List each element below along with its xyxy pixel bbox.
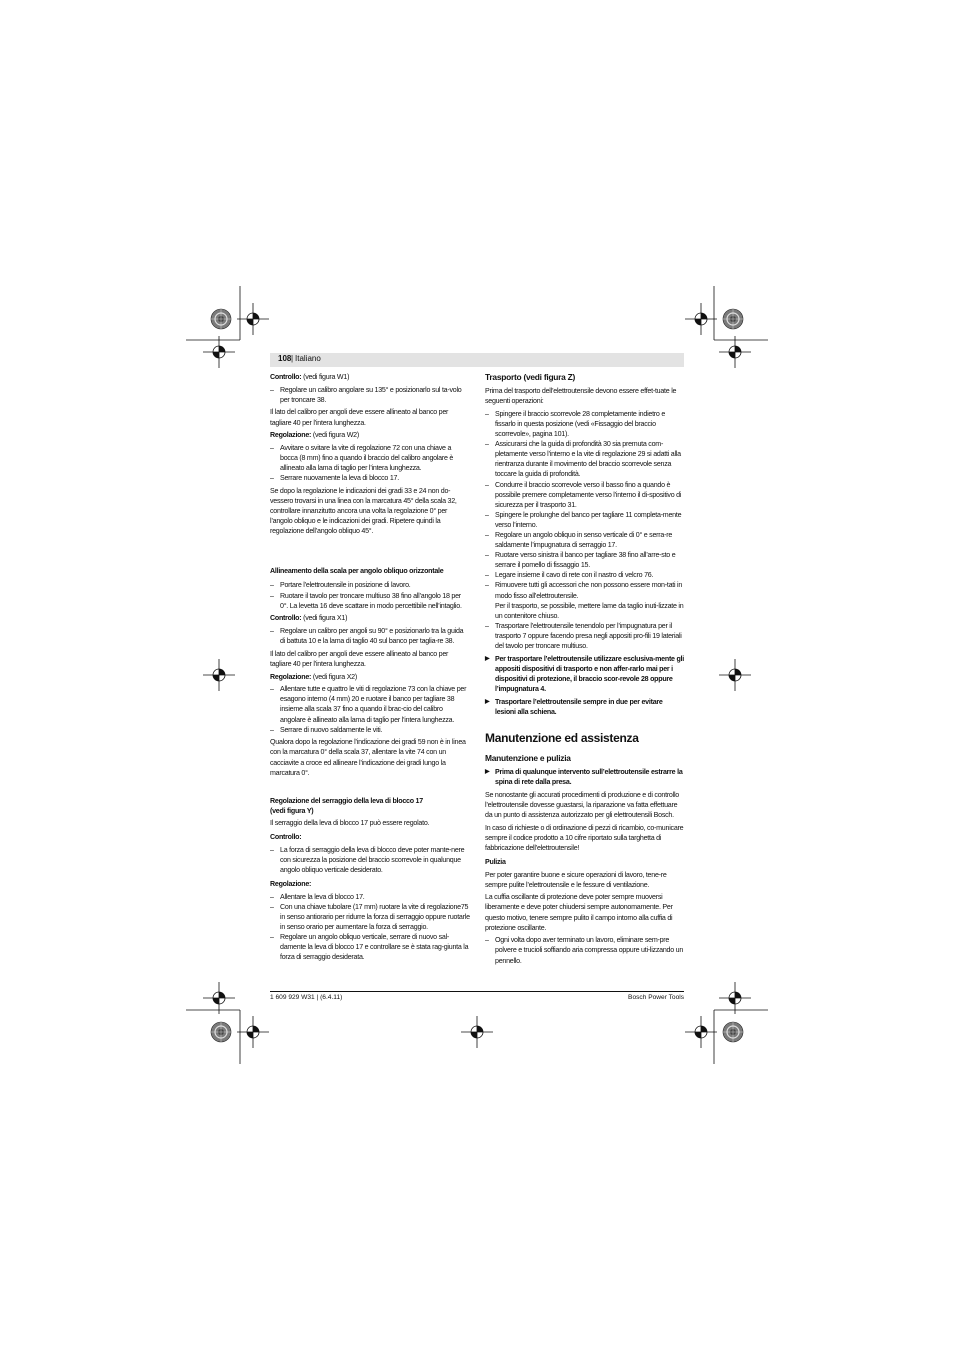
label-rest: (vedi figura W2) [311,431,359,440]
list-item: – Regolare un calibro angolare su 135° e posizionarlo sul ta-volo per troncare 38. [270,385,470,405]
list-item: – Ruotare verso sinistra il banco per tagliare 38 fino all’arre-sto e serrare il pomello di fissaggio 15. [485,550,685,570]
paragraph [270,672,470,682]
list-item-text: Rimuovere tutti gli accessori che non possono essere mon-tati in modo fisso all’elettroutensile. [495,581,683,600]
list-item: – Spingere le prolunghe del banco per tagliare 11 completa-mente verso l’interno. [485,510,685,530]
list [270,580,470,610]
label-controllo: Controllo: [270,833,302,841]
footer-rule [270,991,684,992]
paragraph: Prima del trasporto dell’elettroutensile devono essere effet-tuate le seguenti operazioni: [485,387,677,406]
list-item: – Regolare un angolo obliquo in senso verticale di 0° e serra-re saldamente l’impugnatura di serraggio 17. [485,530,685,550]
warning-note: ▶ Trasportare l’elettroutensile sempre in due per evitare lesioni alla schiena. [485,697,685,717]
subsection-heading: Pulizia [485,857,506,866]
footer-brand: Bosch Power Tools [628,994,684,1001]
heading-line: Regolazione del serraggio della leva di blocco 17 [270,796,423,805]
list-item [485,580,685,620]
paragraph [270,430,470,440]
footer-document-code: 1 609 929 W31 | (6.4.11) [270,994,343,1001]
paragraph: Il lato del calibro per angoli deve essere allineato al banco per tagliare 40 per l’intera lunghezza. [270,408,449,427]
chapter-heading: Manutenzione ed assistenza [485,730,639,745]
list-item: – Regolare un angolo obliquo verticale, serrare di nuovo sal-damente la leva di blocco 17 e controllare se è stata rag-giunta la forza di serraggio desiderata. [270,932,470,962]
list [270,684,470,734]
list-item: – Portare l’elettroutensile in posizione di lavoro. [270,580,470,590]
list-item: – La forza di serraggio della leva di blocco deve poter mante-nere con sicurezza la posizione del braccio scorrevole in qualunque angolo obliquo verticale desiderato. [270,845,470,875]
list-item: – Condurre il braccio scorrevole verso il basso fino a quando è possibile premere completamente verso l’interno il di-spositivo di sicurezza per il trasporto 31. [485,480,685,510]
list-item: – Ruotare il tavolo per troncare multiuso 38 fino all’angolo 18 per 0°. La levetta 16 deve scattare in modo percettibile nell’intaglio. [270,591,470,611]
list-item: – Assicurarsi che la guida di profondità 30 sia premuta com-pletamente verso l’interno e la vite di regolazione 29 si adatti alla rientranza durante il movimento del braccio scorrevole senza toccare la guida di profondità. [485,439,685,479]
list [485,935,685,965]
paragraph: La cuffia oscillante di protezione deve poter sempre muoversi liberamente e deve poter chiudersi sempre autonomamente. Per questo motivo, tenere sempre pulito il campo intorno alla cuffia di protezione oscillante. [485,893,673,932]
list [270,892,470,963]
label-controllo: Controllo: [270,614,302,623]
label-regolazione: Regolazione: [270,879,312,888]
list-item: – Serrare nuovamente la leva di blocco 17. [270,473,470,483]
list-item: – Trasportare l’elettroutensile tenendolo per l’impugnatura per il trasporto 7 oppure facendo presa negli appositi pro-fili 19 lateriali del tavolo per troncare multiuso. [485,621,685,651]
list [270,845,470,875]
section-heading [270,796,470,816]
list [270,443,470,483]
list-item: – Con una chiave tubolare (17 mm) ruotare la vite di regolazione75 in senso antiorario per ridurre la forza di serraggio oppure ruotarle in senso orario per aumentare la forza di serraggio. [270,902,470,932]
paragraph: In caso di richieste o di ordinazione di pezzi di ricambio, co-municare sempre il codice prodotto a 10 cifre riportato sulla targhetta di fabbricazione dell’elettroutensile! [485,823,684,852]
label-regolazione: Regolazione: [270,431,312,440]
label-controllo: Controllo: [270,373,302,381]
page-header [270,353,684,367]
list-item: – Avvitare o svitare la vite di regolazione 72 con una chiave a bocca (8 mm) fino a quando il braccio del calibro angolare è allineato alla lama di taglio per l’intera lunghezza. [270,443,470,473]
label-regolazione: Regolazione: [270,672,312,681]
list-item: – Allentare la leva di blocco 17. [270,892,470,902]
paragraph: Se dopo la regolazione le indicazioni dei gradi 33 e 24 non do-vessero trovarsi in una linea con la marcatura 45° della scala 32, controllare innanzitutto ancora una volta la regolazione 0° per l’angolo obliquo e le indicazioni dei gradi. Ripetere quindi la regolazione dell’angolo obliquo 45°. [270,486,457,536]
right-column [485,372,685,968]
list-item: – Ogni volta dopo aver terminato un lavoro, eliminare sem-pre polvere e trucioli soffiando aria compressa oppure uti-lizzando un pennello. [485,935,685,965]
header-language: Italiano [295,354,321,363]
label-rest: (vedi figura X1) [301,614,348,623]
paragraph: Per poter garantire buone e sicure operazioni di lavoro, tene-re sempre pulite l’elettroutensile e le fessure di ventilazione. [485,870,667,889]
page-number: 108 [278,354,292,363]
left-column [270,372,470,965]
section-heading: Manutenzione e pulizia [485,752,571,763]
list-item: – Legare insieme il cavo di rete con il nastro di velcro 76. [485,570,685,580]
heading-line: (vedi figura Y) [270,806,314,815]
list-item: – Regolare un calibro per angoli su 90° e posizionarlo tra la guida di battuta 10 e la lama di taglio 40 sul banco per taglia-re 38. [270,626,470,646]
paragraph: Qualora dopo la regolazione l’indicazione dei gradi 59 non è in linea con la marcatura 0° della scala 37, allentare la vite 74 con un cacciavite a croce ed allineare l’indicazione dei gradi lungo la marcatura 0°. [270,738,466,777]
paragraph [270,372,470,382]
paragraph [270,613,470,623]
paragraph: Se nonostante gli accurati procedimenti di produzione e di controllo l’elettroutensile dovesse guastarsi, la riparazione va fatta effettuare da un punto di assistenza autorizzato per gli elettroutensili Bosch. [485,790,679,819]
section-heading: Trasporto (vedi figura Z) [485,372,576,382]
header-separator: | [291,354,294,363]
paragraph: Il serraggio della leva di blocco 17 può essere regolato. [270,818,430,827]
section-heading: Allineamento della scala per angolo obliquo orizzontale [270,567,444,576]
warning-note: ▶ Prima di qualunque intervento sull’elettroutensile estrarre la spina di rete dalla presa. [485,767,685,787]
list-item-text: Per il trasporto, se possibile, mettere lame da taglio inuti-lizzate in un contenitore chiuso. [495,601,684,620]
label-rest: (vedi figura W1) [301,373,350,381]
list-item: – Serrare di nuovo saldamente le viti. [270,725,470,735]
list [270,385,470,405]
list [485,409,685,651]
list [270,626,470,646]
warning-note: ▶ Per trasportare l’elettroutensile utilizzare esclusiva-mente gli appositi dispositivi di trasporto e non affer-rarlo mai per i dispositivi di protezione, il braccio scor-revole 28 oppure l’impugnatura 4. [485,654,685,694]
label-rest: (vedi figura X2) [311,672,357,681]
list-item: – Allentare tutte e quattro le viti di regolazione 73 con la chiave per esagono interno (4 mm) 20 e ruotare il banco per tagliare 38 insieme alla scala 37 fino a quando il brac-cio del calibro angolare è allineato alla lama di taglio per l’intera lunghezza. [270,684,470,724]
list-item: – Spingere il braccio scorrevole 28 completamente indietro e fissarlo in questa posizione (vedi «Fissaggio del braccio scorrevole», pagina 101). [485,409,685,439]
paragraph: Il lato del calibro per angoli deve essere allineato al banco per tagliare 40 per l’intera lunghezza. [270,649,449,668]
